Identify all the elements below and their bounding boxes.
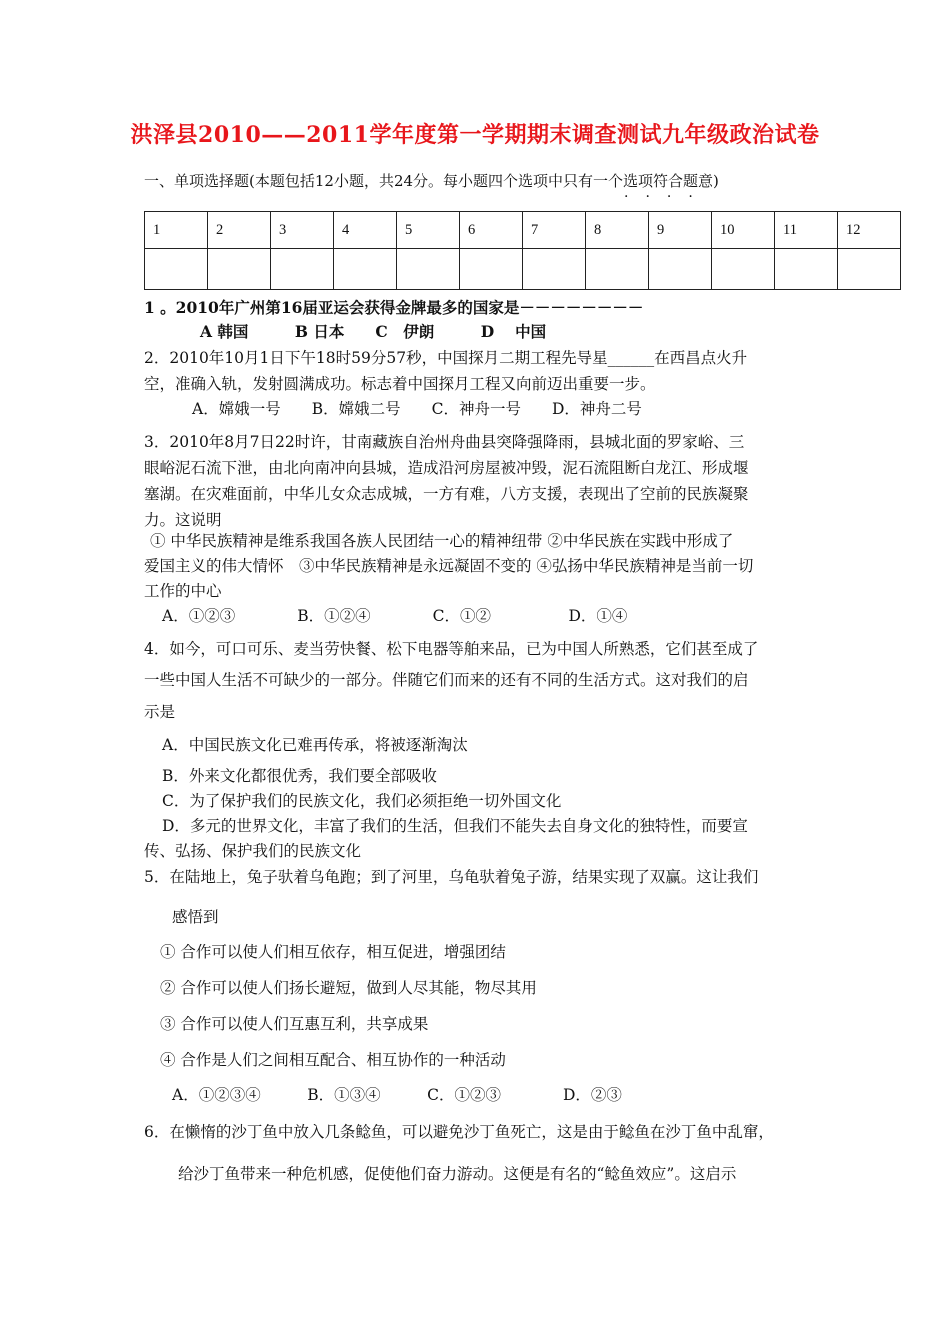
answer-header-cell: 8	[586, 212, 649, 249]
answer-cell[interactable]	[838, 249, 901, 290]
answer-cell[interactable]	[208, 249, 271, 290]
question-3-options: A．①②③ B．①②④ C．①② D．①④	[162, 607, 628, 625]
answer-cell[interactable]	[460, 249, 523, 290]
answer-cell[interactable]	[523, 249, 586, 290]
question-4: 4．如今，可口可乐、麦当劳快餐、松下电器等舶来品，已为中国人所熟悉，它们甚至成了	[144, 640, 759, 658]
question-3-cont: 力。这说明	[144, 511, 222, 529]
question-5: 5．在陆地上，兔子驮着乌龟跑；到了河里，乌龟驮着兔子游，结果实现了双赢。这让我们	[144, 868, 759, 886]
question-3-statements: ① 中华民族精神是维系我国各族人民团结一心的精神纽带 ②中华民族在实践中形成了	[150, 532, 734, 550]
question-3-cont: 眼峪泥石流下泄，由北向南冲向县城，造成沿河房屋被冲毁，泥石流阻断白龙江、形成堰	[144, 459, 749, 477]
question-5-statement: ④ 合作是人们之间相互配合、相互协作的一种活动	[160, 1051, 506, 1069]
answer-table	[144, 211, 901, 290]
question-4-option-d-cont: 传、弘扬、保护我们的民族文化	[144, 842, 362, 860]
question-5-options: A．①②③④ B．①③④ C．①②③ D．②③	[172, 1086, 622, 1104]
question-4-option-c: C．为了保护我们的民族文化，我们必须拒绝一切外国文化	[162, 792, 562, 810]
question-2-options: A．嫦娥一号 B．嫦娥二号 C．神舟一号 D．神舟二号	[192, 400, 642, 418]
question-5-cont: 感悟到	[172, 908, 219, 926]
answer-header-cell: 3	[271, 212, 334, 249]
answer-cell[interactable]	[397, 249, 460, 290]
question-4-cont: 示是	[144, 703, 176, 721]
answer-header-cell: 5	[397, 212, 460, 249]
answer-cell[interactable]	[586, 249, 649, 290]
exam-title: 洪泽县2010——2011学年度第一学期期末调查测试九年级政治试卷	[130, 122, 820, 148]
answer-cell[interactable]	[271, 249, 334, 290]
question-2-cont: 空，准确入轨，发射圆满成功。标志着中国探月工程又向前迈出重要一步。	[144, 375, 656, 393]
question-4-option-b: B．外来文化都很优秀，我们要全部吸收	[162, 767, 437, 785]
answer-header-cell: 12	[838, 212, 901, 249]
answer-header-cell: 4	[334, 212, 397, 249]
question-6: 6．在懒惰的沙丁鱼中放入几条鲶鱼，可以避免沙丁鱼死亡，这是由于鲶鱼在沙丁鱼中乱窜，	[144, 1123, 774, 1141]
answer-header-cell: 1	[145, 212, 208, 249]
answer-cell[interactable]	[775, 249, 838, 290]
question-4-option-a: A．中国民族文化已难再传承，将被逐渐淘汰	[162, 736, 468, 754]
question-6-cont: 给沙丁鱼带来一种危机感，促使他们奋力游动。这便是有名的“鲶鱼效应”。这启示	[178, 1165, 737, 1183]
question-1-options: A 韩国 B 日本 C 伊朗 D 中国	[200, 322, 547, 341]
answer-cell[interactable]	[649, 249, 712, 290]
answer-header-cell: 7	[523, 212, 586, 249]
question-3: 3．2010年8月7日22时许，甘南藏族自治州舟曲县突降强降雨，县城北面的罗家峪、三	[144, 433, 745, 451]
question-3-statements: 工作的中心	[144, 582, 222, 600]
section-heading: 一、单项选择题(本题包括12小题，共24分。每小题四个选项中只有一个选项符合题意)	[144, 172, 719, 190]
answer-cell[interactable]	[712, 249, 775, 290]
question-4-cont: 一些中国人生活不可缺少的一部分。伴随它们而来的还有不同的生活方式。这对我们的启	[144, 671, 749, 689]
question-3-statements: 爱国主义的伟大情怀 ③中华民族精神是永远凝固不变的 ④弘扬中华民族精神是当前一切	[144, 557, 754, 575]
answer-header-cell: 2	[208, 212, 271, 249]
question-5-statement: ① 合作可以使人们相互依存，相互促进，增强团结	[160, 943, 506, 961]
question-5-statement: ② 合作可以使人们扬长避短，做到人尽其能，物尽其用	[160, 979, 537, 997]
question-3-cont: 塞湖。在灾难面前，中华儿女众志成城，一方有难，八方支援，表现出了空前的民族凝聚	[144, 485, 749, 503]
question-4-option-d: D．多元的世界文化，丰富了我们的生活，但我们不能失去自身文化的独特性，而要宣	[162, 817, 748, 835]
answer-header-cell: 9	[649, 212, 712, 249]
emphasis-dots: ····	[624, 189, 710, 205]
question-2: 2．2010年10月1日下午18时59分57秒，中国探月二期工程先导星______在西昌点火升	[144, 349, 748, 367]
answer-cell[interactable]	[145, 249, 208, 290]
question-1: 1 。2010年广州第16届亚运会获得金牌最多的国家是－－－－－－－－	[144, 298, 644, 317]
question-5-statement: ③ 合作可以使人们互惠互利，共享成果	[160, 1015, 429, 1033]
answer-header-cell: 11	[775, 212, 838, 249]
answer-header-cell: 10	[712, 212, 775, 249]
answer-header-cell: 6	[460, 212, 523, 249]
answer-cell[interactable]	[334, 249, 397, 290]
